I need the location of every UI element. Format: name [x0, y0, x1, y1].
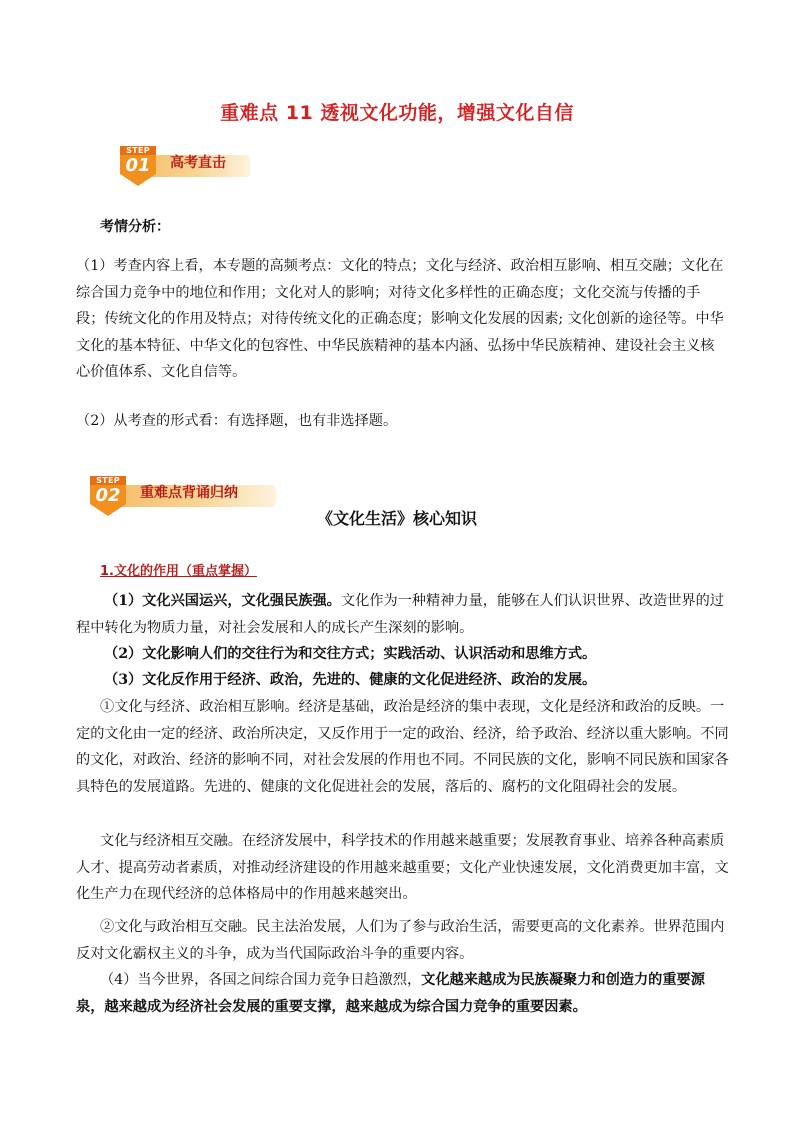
page-title: 重难点 11 透视文化功能，增强文化自信: [220, 102, 574, 124]
step-badge-number: 01: [125, 155, 151, 176]
body-paragraph-1: [76, 588, 728, 641]
body-paragraph-5: 文化与经济相互交融。在经济发展中，科学技术的作用越来越重要；发展教育事业、培养各种高素质人才、提高劳动者素质，对推动经济建设的作用越来越重要；文化产业快速发展，文化消费更加丰富，文化生产力在现代经济的总体格局中的作用越来越突出。: [76, 833, 729, 902]
paragraph-7-plain: （4）当今世界，各国之间综合国力竞争日趋激烈，: [100, 972, 422, 988]
paragraph-7-bold: 文化越来越成为民族凝聚力和创造力的重要源泉，越来越成为经济社会发展的重要支撑，越来越成为综合国力竞争的重要因素。: [76, 972, 705, 1015]
body-paragraph-4: ①文化与经济、政治相互影响。经济是基础，政治是经济的集中表现，文化是经济和政治的反映。一定的文化由一定的经济、政治所决定，又反作用于一定的政治、经济，给予政治、经济以重大影响。不同的文化，对政治、经济的影响不同，对社会发展的作用也不同。不同民族的文化，影响不同民族和国家各具特色的发展道路。先进的、健康的文化促进社会的发展，落后的、腐朽的文化阻碍社会的发展。: [76, 699, 729, 795]
analysis-paragraph-2: （2）从考查的形式看：有选择题，也有非选择题。: [76, 413, 398, 429]
step-badge-number: 02: [95, 485, 121, 506]
body-paragraph-2: （2）文化影响人们的交往行为和交往方式；实践活动、认识活动和思维方式。: [104, 646, 597, 662]
body-paragraph-7: [76, 967, 731, 1020]
step-badge-word: STEP: [96, 476, 120, 485]
body-paragraph-6: ②文化与政治相互交融。民主法治发展，人们为了参与政治生活，需要更高的文化素养。世界范围内反对文化霸权主义的斗争，成为当代国际政治斗争的重要内容。: [76, 919, 725, 962]
item-1-title: 1.文化的作用（重点掌握）: [100, 564, 257, 579]
step-01-label: 高考直击: [170, 155, 226, 171]
step-badge-word: STEP: [126, 146, 150, 155]
paragraph-1-bold: （1）文化兴国运兴，文化强民族强。: [104, 593, 341, 609]
step-02-label: 重难点背诵归纳: [140, 485, 238, 501]
analysis-heading: 考情分析：: [100, 219, 170, 235]
step-badge-icon: [118, 144, 158, 188]
step-01-banner: [118, 146, 258, 190]
body-paragraph-3: （3）文化反作用于经济、政治，先进的、健康的文化促进经济、政治的发展。: [104, 672, 597, 688]
paragraph-1-rest: 文化作为一种精神力量，能够在人们认识世界、改造世界的过程中转化为物质力量，对社会发展和人的成长产生深刻的影响。: [76, 593, 724, 636]
analysis-paragraph-1: （1）考查内容上看，本专题的高频考点：文化的特点；文化与经济、政治相互影响、相互交融；文化在综合国力竞争中的地位和作用；文化对人的影响；对待文化多样性的正确态度；文化交流与传播的手段；传统文化的作用及特点；对待传统文化的正确态度；影响文化发展的因素; 文化创新的途径等。中华文化的基本特征、中华文化的包容性、中华民族精神的基本内涵、弘扬中华民族精神、建设社会主义核心价值体系、文化自信等。: [76, 258, 724, 380]
section-title: 《文化生活》核心知识: [316, 509, 477, 528]
